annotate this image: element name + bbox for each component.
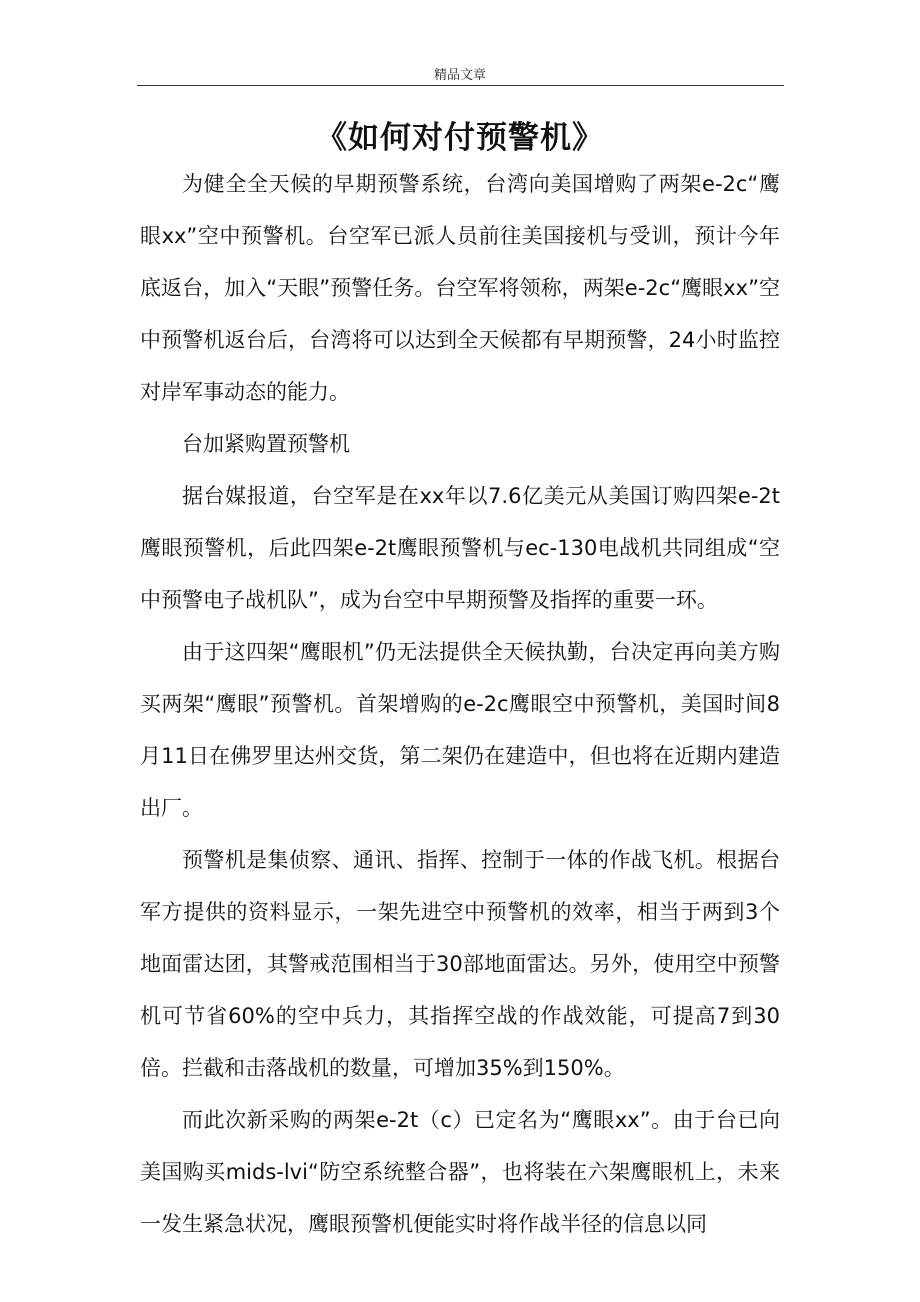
paragraph: 由于这四架“鹰眼机”仍无法提供全天候执勤，台决定再向美方购买两架“鹰眼”预警机。首架增购的e-2c鹰眼空中预警机，美国时间8月11日在佛罗里达州交货，第二架仍在建造中，但也将在近期内建造出厂。: [140, 640, 780, 820]
header-divider: [137, 85, 784, 86]
paragraph: 台加紧购置预警机: [182, 432, 350, 456]
paragraph: 为健全全天候的早期预警系统，台湾向美国增购了两架e-2c“鹰眼xx”空中预警机。台空军已派人员前往美国接机与受训，预计今年底返台，加入“天眼”预警任务。台空军将领称，两架e-2c“鹰眼xx”空中预警机返台后，台湾将可以达到全天候都有早期预警，24小时监控对岸军事动态的能力。: [140, 172, 780, 404]
paragraph: 据台媒报道，台空军是在xx年以7.6亿美元从美国订购四架e-2t鹰眼预警机，后此四架e-2t鹰眼预警机与ec-130电战机共同组成“空中预警电子战机队”，成为台空中早期预警及指挥的重要一环。: [140, 484, 780, 612]
page-title: 《如何对付预警机》: [316, 120, 604, 156]
paragraph: 而此次新采购的两架e-2t（c）已定名为“鹰眼xx”。由于台已向美国购买mids-lvi“防空系统整合器”，也将装在六架鹰眼机上，未来一发生紧急状况，鹰眼预警机便能实时将作战半径的信息以同: [140, 1108, 780, 1236]
paragraph: 预警机是集侦察、通讯、指挥、控制于一体的作战飞机。根据台军方提供的资料显示，一架先进空中预警机的效率，相当于两到3个地面雷达团，其警戒范围相当于30部地面雷达。另外，使用空中预警机可节省60%的空中兵力，其指挥空战的作战效能，可提高7到30倍。拦截和击落战机的数量，可增加35%到150%。: [140, 848, 780, 1080]
header-label: 精品文章: [433, 68, 486, 83]
article-body: [140, 158, 780, 1250]
